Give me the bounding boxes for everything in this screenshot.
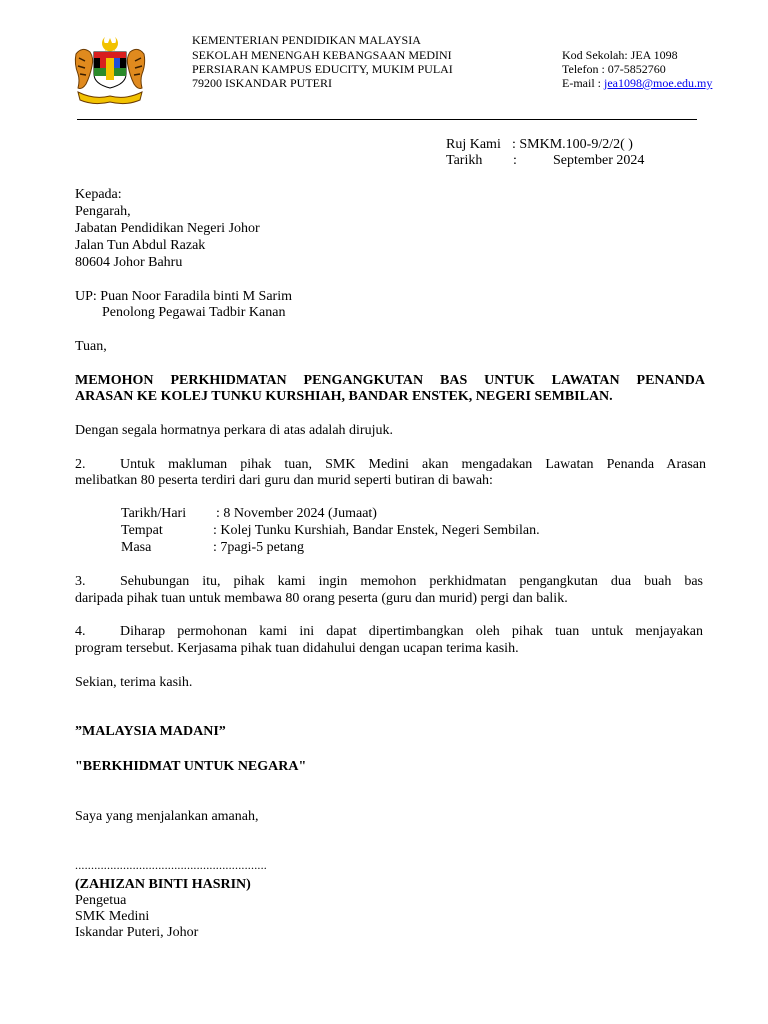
- recipient-line4: 80604 Johor Bahru: [75, 255, 183, 270]
- ministry-name: KEMENTERIAN PENDIDIKAN MALAYSIA: [192, 33, 421, 47]
- para2-number: 2.: [75, 457, 86, 472]
- detail-label-date: Tarikh/Hari: [121, 506, 187, 521]
- detail-label-time: Masa: [121, 540, 152, 555]
- salutation: Tuan,: [75, 339, 107, 354]
- school-address-line2: 79200 ISKANDAR PUTERI: [192, 76, 333, 90]
- recipient-line3: Jalan Tun Abdul Razak: [75, 238, 206, 253]
- school-phone: Telefon : 07-5852760: [562, 62, 666, 76]
- subject-line1: MEMOHON PERKHIDMATAN PENGANGKUTAN BAS UNTUK LAWATAN PENANDA: [75, 373, 705, 388]
- detail-label-place: Tempat: [121, 523, 163, 538]
- para3-line2: daripada pihak tuan untuk membawa 80 orang peserta (guru dan murid) pergi dan balik.: [75, 591, 568, 606]
- closing: Sekian, terima kasih.: [75, 675, 193, 690]
- signatory-school: SMK Medini: [75, 909, 150, 924]
- detail-value-date: : 8 November 2024 (Jumaat): [216, 506, 377, 521]
- para4-line2: program tersebut. Kerjasama pihak tuan didahului dengan ucapan terima kasih.: [75, 641, 519, 656]
- tarikh-value: September 2024: [553, 153, 645, 168]
- para4-line1: Diharap permohonan kami ini dapat dipertimbangkan oleh pihak tuan untuk menjayakan: [120, 624, 703, 639]
- para4-number: 4.: [75, 624, 86, 639]
- para3-number: 3.: [75, 574, 86, 589]
- signatory-name: (ZAHIZAN BINTI HASRIN): [75, 877, 251, 892]
- recipient-line2: Jabatan Pendidikan Negeri Johor: [75, 221, 260, 236]
- school-code: Kod Sekolah: JEA 1098: [562, 48, 678, 62]
- motto-malaysia-madani: ”MALAYSIA MADANI”: [75, 724, 226, 739]
- ruj-label: Ruj Kami: [446, 137, 501, 152]
- para2-line2: melibatkan 80 peserta terdiri dari guru dan murid seperti butiran di bawah:: [75, 473, 493, 488]
- signature-dots: ............................................................: [75, 858, 267, 872]
- header-divider: [77, 119, 697, 120]
- malaysia-coat-of-arms-icon: [72, 34, 148, 106]
- up-line: UP: Puan Noor Faradila binti M Sarim: [75, 289, 292, 304]
- detail-value-place: : Kolej Tunku Kurshiah, Bandar Enstek, Negeri Sembilan.: [213, 523, 540, 538]
- amanah-line: Saya yang menjalankan amanah,: [75, 809, 259, 824]
- signatory-position: Pengetua: [75, 893, 127, 908]
- school-address-line1: PERSIARAN KAMPUS EDUCITY, MUKIM PULAI: [192, 62, 453, 76]
- tarikh-label: Tarikh: [446, 153, 483, 168]
- tarikh-colon: :: [513, 153, 517, 168]
- school-email-row: [562, 76, 712, 91]
- school-name: SEKOLAH MENENGAH KEBANGSAAN MEDINI: [192, 48, 452, 62]
- paragraph-1: Dengan segala hormatnya perkara di atas adalah dirujuk.: [75, 423, 393, 438]
- para2-line1: Untuk makluman pihak tuan, SMK Medini akan mengadakan Lawatan Penanda Arasan: [120, 457, 706, 472]
- detail-value-time: : 7pagi-5 petang: [213, 540, 304, 555]
- email-label: E-mail :: [562, 76, 604, 90]
- ruj-value: : SMKM.100-9/2/2( ): [512, 137, 633, 152]
- subject-line2: ARASAN KE KOLEJ TUNKU KURSHIAH, BANDAR ENSTEK, NEGERI SEMBILAN.: [75, 389, 613, 404]
- signatory-location: Iskandar Puteri, Johor: [75, 925, 199, 940]
- recipient-line1: Pengarah,: [75, 204, 131, 219]
- kepada: Kepada:: [75, 187, 122, 202]
- para3-line1: Sehubungan itu, pihak kami ingin memohon perkhidmatan pengangkutan dua buah bas: [120, 574, 703, 589]
- motto-berkhidmat: "BERKHIDMAT UNTUK NEGARA": [75, 759, 307, 774]
- up-title: Penolong Pegawai Tadbir Kanan: [102, 305, 286, 320]
- email-link[interactable]: jea1098@moe.edu.my: [604, 76, 713, 90]
